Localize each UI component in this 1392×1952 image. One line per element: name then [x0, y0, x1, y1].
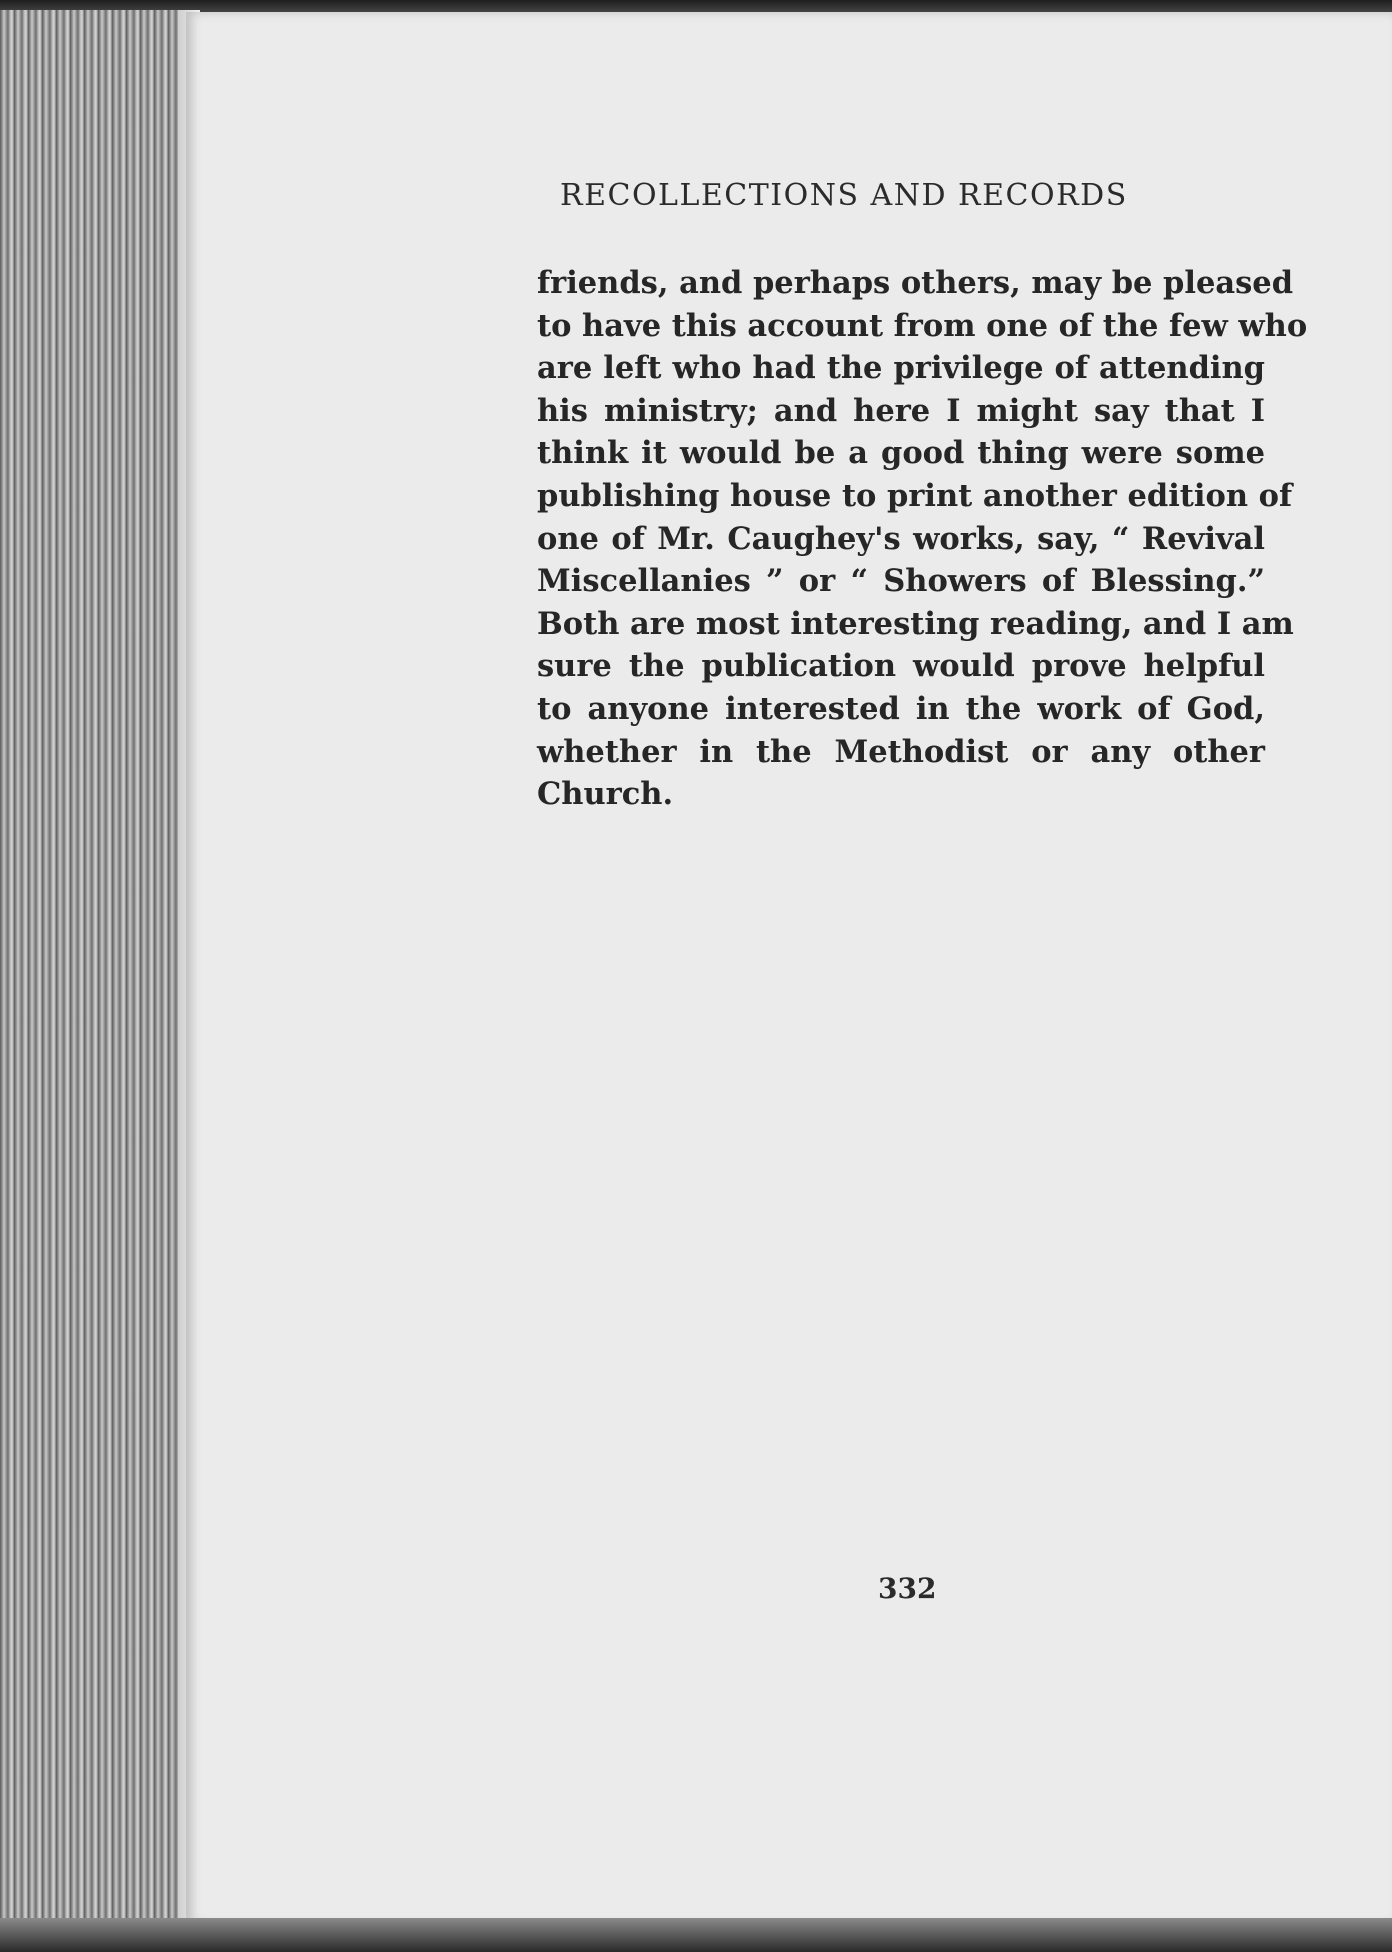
running-head: RECOLLECTIONS AND RECORDS — [560, 178, 1128, 213]
text-line: are left who had the privilege of attending — [537, 350, 1265, 387]
text-line: Miscellanies ” or “ Showers of Blessing.” — [537, 563, 1265, 600]
text-line: publishing house to print another edition of — [537, 477, 1293, 514]
text-line: one of Mr. Caughey's works, say, “ Revival — [537, 520, 1265, 557]
text-line: friends, and perhaps others, may be pleased — [537, 265, 1294, 301]
text-line: to anyone interested in the work of God, — [537, 690, 1265, 727]
bottom-shadow-edge — [0, 1918, 1392, 1952]
text-line: whether in the Methodist or any other — [537, 733, 1265, 770]
text-line: Both are most interesting reading, and I am — [537, 605, 1294, 642]
text-line: think it would be a good thing were some — [537, 435, 1265, 472]
text-line: Church. — [537, 776, 674, 813]
text-line: his ministry; and here I might say that I — [537, 392, 1265, 429]
text-line: to have this account from one of the few who — [537, 307, 1308, 344]
page-fore-edge — [0, 10, 200, 1952]
page-number: 332 — [878, 1572, 937, 1605]
body-text — [537, 262, 1308, 816]
text-line: sure the publication would prove helpful — [537, 648, 1265, 685]
